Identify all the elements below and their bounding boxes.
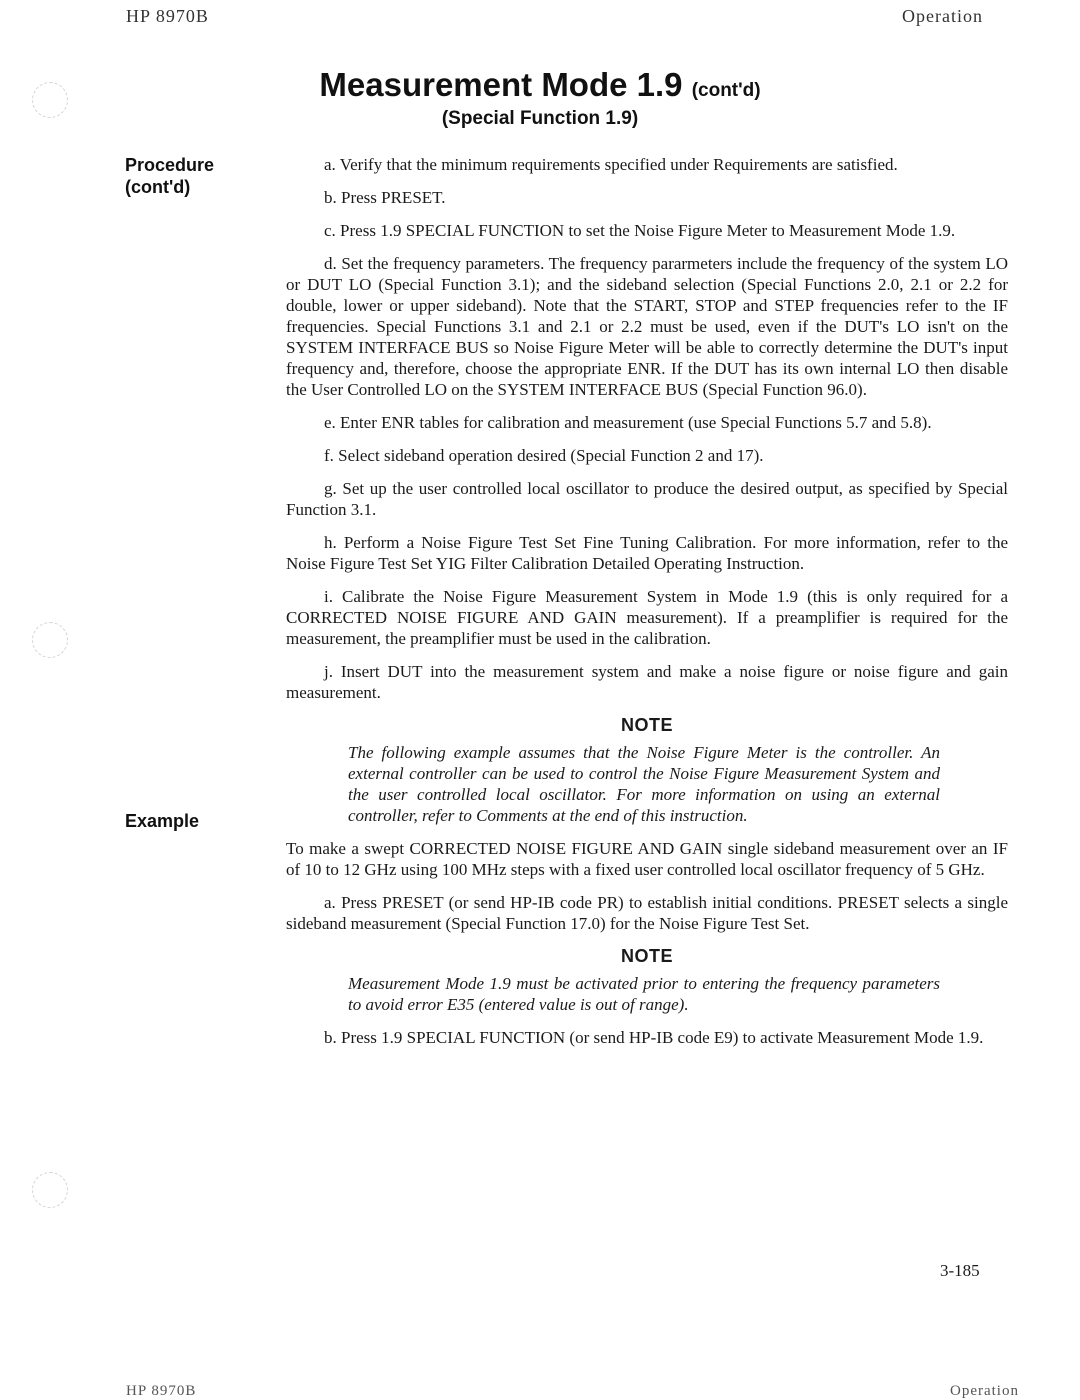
procedure-step-f: f. Select sideband operation desired (Special Function 2 and 17). [324, 446, 764, 465]
main-content [286, 154, 1008, 1060]
procedure-step-b: b. Press PRESET. [324, 188, 446, 207]
example-heading: Example [125, 811, 200, 831]
note-body-2: Measurement Mode 1.9 must be activated prior to entering the frequency parameters to avoid error E35 (entered value is out of range). [348, 974, 940, 1014]
footer-right: Operation [950, 1383, 1019, 1399]
binder-hole-bottom [32, 1172, 68, 1208]
procedure-step-i: i. Calibrate the Noise Figure Measurement System in Mode 1.9 (this is only required for a CORRECTED NOISE FIGURE AND GAIN measurement). If a preamplifier is required for the measurement, the preamplifier must be used in the calibration. [286, 587, 1008, 648]
example-step-b: b. Press 1.9 SPECIAL FUNCTION (or send HP-IB code E9) to activate Measurement Mode 1.9. [324, 1028, 984, 1047]
example-intro: To make a swept CORRECTED NOISE FIGURE AND GAIN single sideband measurement over an IF of 10 to 12 GHz using 100 MHz steps with a fixed user controlled local oscillator frequency of 5 GHz. [286, 839, 1008, 879]
title-main: Measurement Mode 1.9 [319, 66, 683, 103]
procedure-step-d: d. Set the frequency parameters. The frequency pararmeters include the frequency of the system LO or DUT LO (Special Function 3.1); and the sideband selection (Special Functions 2.0, 2.1 or 2.2 for double, lower or upper sideband). Note that the START, STOP and STEP frequencies refer to the IF frequencies. Special Functions 3.1 and 2.1 or 2.2 must be used, even if the DUT's LO isn't on the SYSTEM INTERFACE BUS so Noise Figure Meter will be able to correctly determine the DUT's input frequency and, therefore, choose the appropriate ENR. If the DUT has its own internal LO then disable the User Controlled LO on the SYSTEM INTERFACE BUS (Special Function 96.0). [286, 254, 1008, 399]
note-body-1: The following example assumes that the Noise Figure Meter is the controller. An external controller can be used to control the Noise Figure Measurement System and the user controlled local oscillator. For more information on using an external controller, refer to Comments at the end of this instruction. [348, 743, 940, 825]
procedure-step-h: h. Perform a Noise Figure Test Set Fine Tuning Calibration. For more information, refer to the Noise Figure Test Set YIG Filter Calibration Detailed Operating Instruction. [286, 533, 1008, 573]
procedure-step-e: e. Enter ENR tables for calibration and measurement (use Special Functions 5.7 and 5.8). [324, 413, 932, 432]
binder-hole-middle [32, 622, 68, 658]
procedure-step-a: a. Verify that the minimum requirements specified under Requirements are satisfied. [324, 155, 898, 174]
title-contd: (cont'd) [691, 80, 761, 101]
page-number: 3-185 [940, 1261, 980, 1280]
footer-left: HP 8970B [126, 1383, 197, 1399]
note-heading-2: NOTE [620, 946, 673, 966]
procedure-heading-line2: (cont'd) [125, 177, 191, 197]
procedure-step-g: g. Set up the user controlled local oscillator to produce the desired output, as specified by Special Function 3.1. [286, 479, 1008, 519]
page-subtitle: (Special Function 1.9) [441, 108, 639, 129]
page-title [0, 66, 1080, 104]
header-left: HP 8970B [126, 6, 209, 26]
note-heading-1: NOTE [620, 715, 673, 735]
procedure-step-j: j. Insert DUT into the measurement system and make a noise figure or noise figure and gain measurement. [286, 662, 1008, 702]
procedure-heading-line1: Procedure [125, 155, 215, 175]
procedure-heading [125, 154, 214, 198]
header-right: Operation [902, 6, 983, 26]
example-step-a: a. Press PRESET (or send HP-IB code PR) to establish initial conditions. PRESET selects a single sideband measurement (Special Function 17.0) for the Noise Figure Test Set. [286, 893, 1008, 933]
procedure-step-c: c. Press 1.9 SPECIAL FUNCTION to set the Noise Figure Meter to Measurement Mode 1.9. [324, 221, 956, 240]
